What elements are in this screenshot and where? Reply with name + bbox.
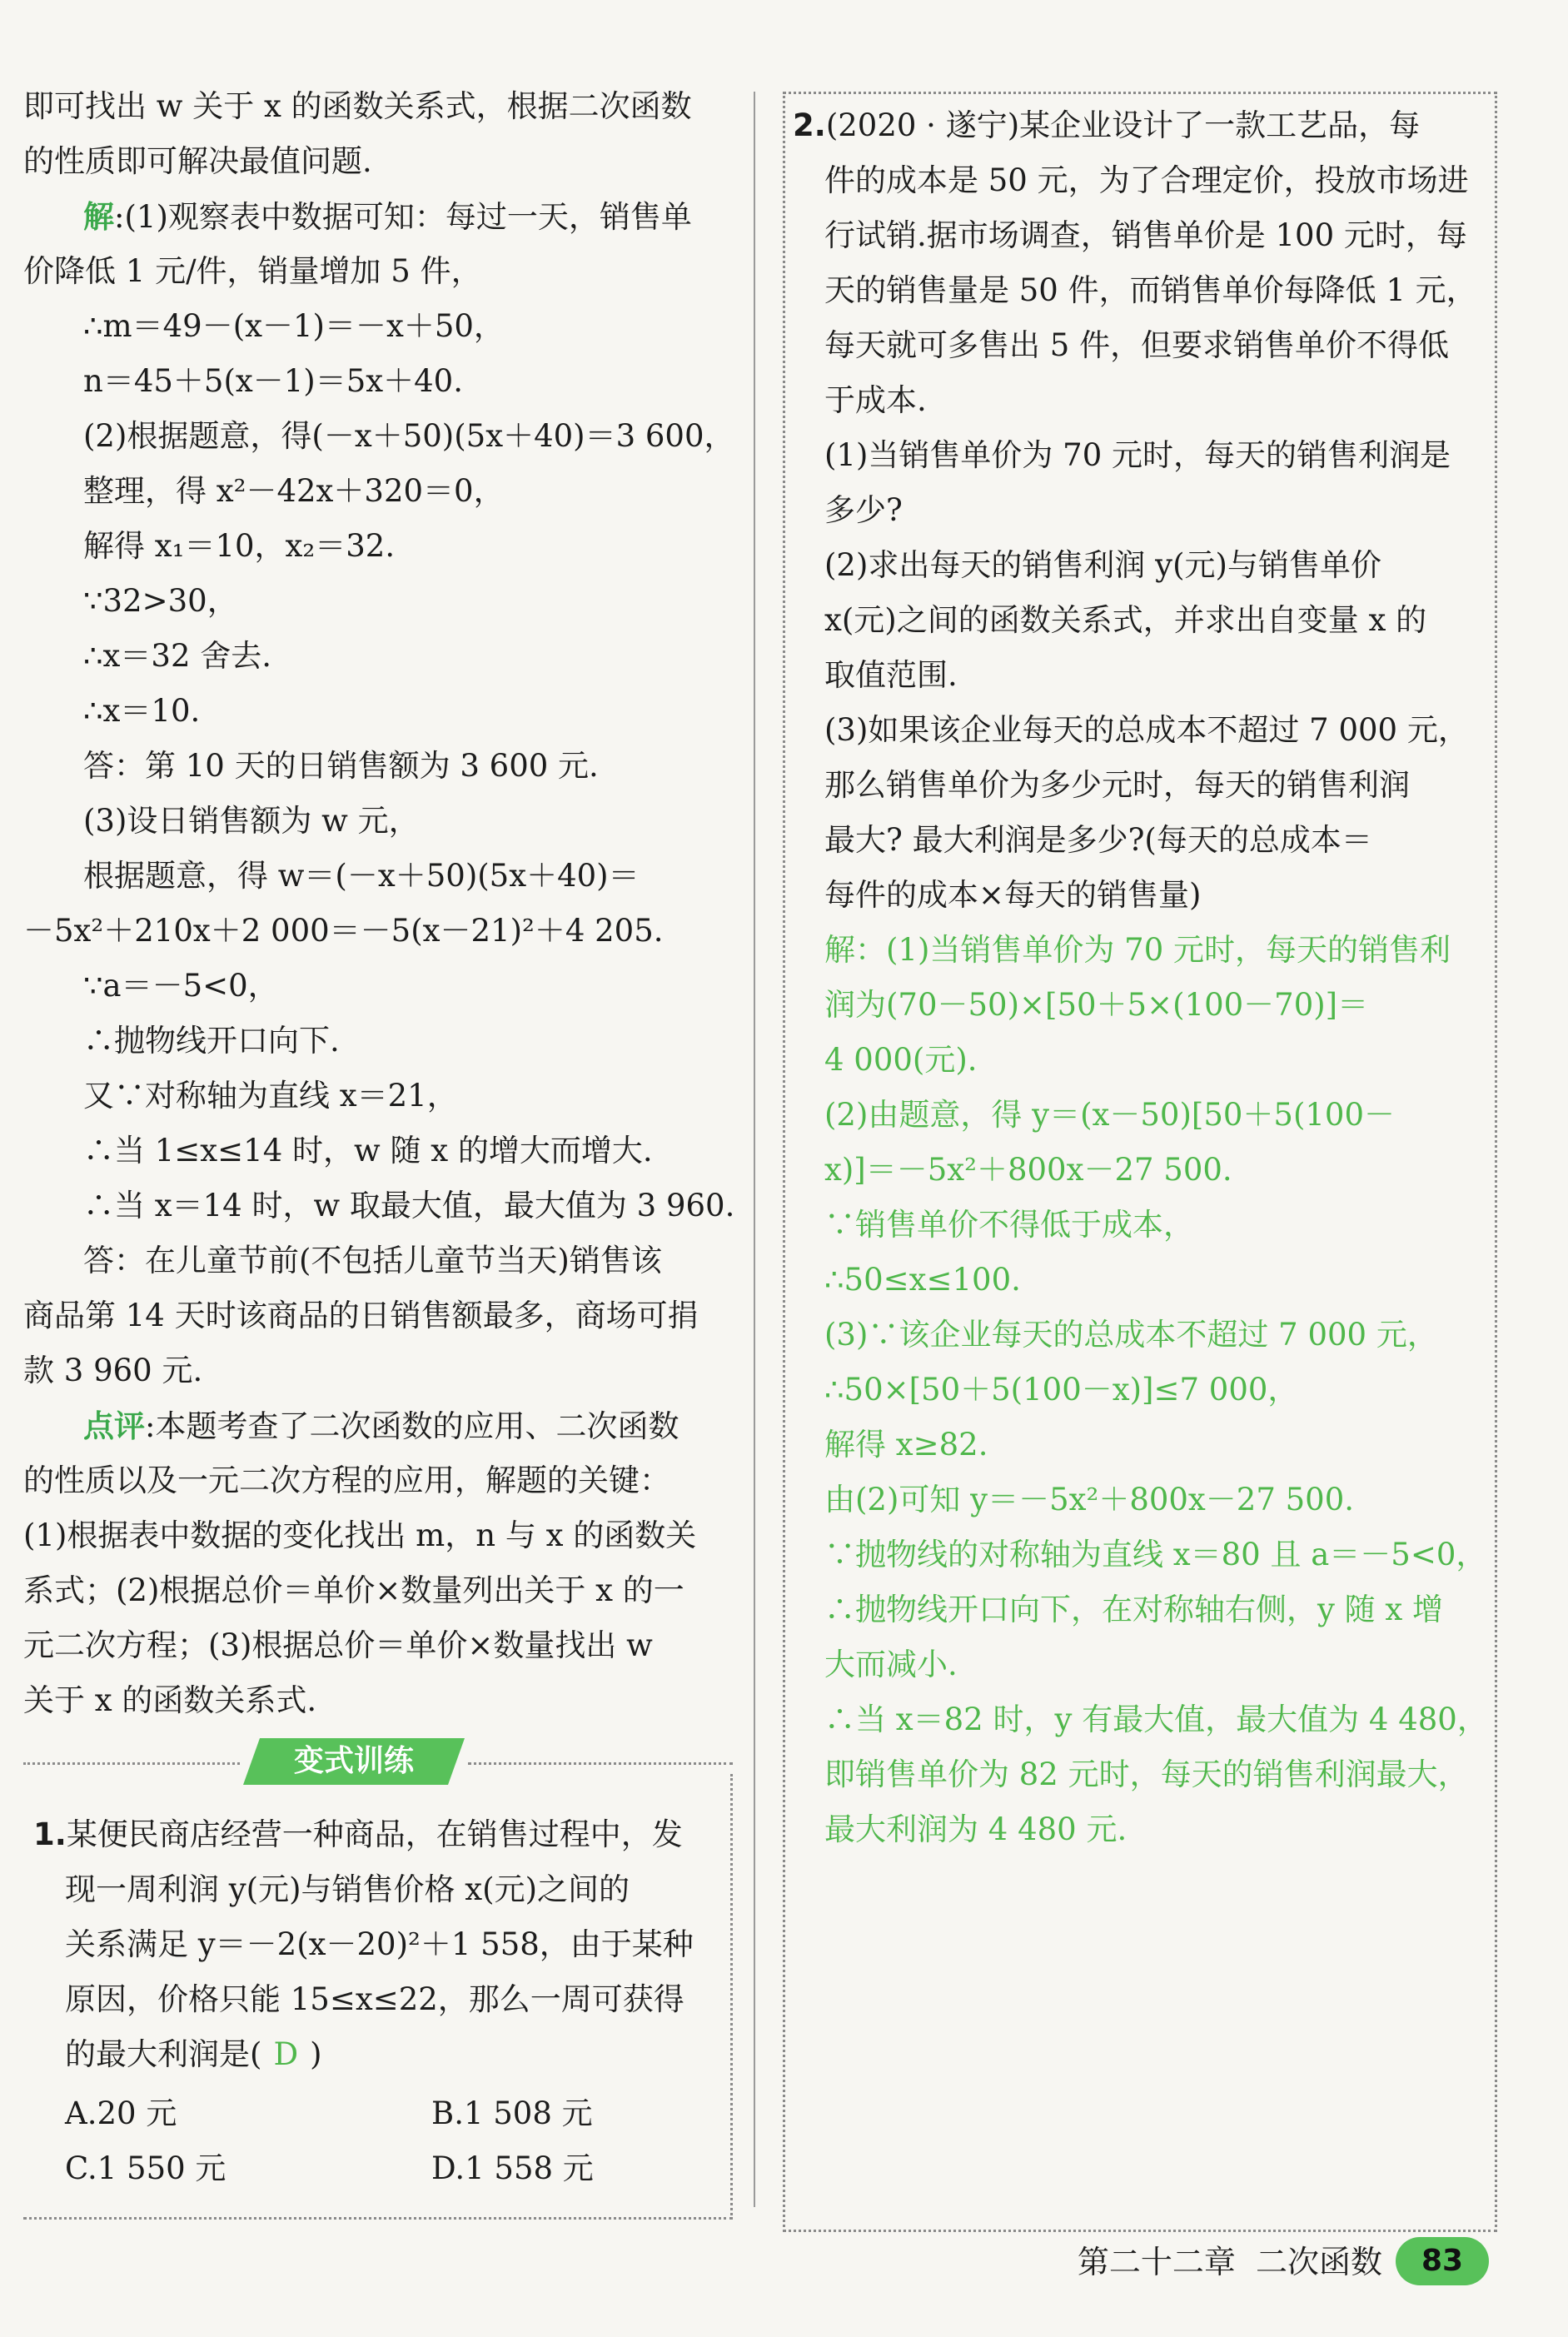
- page-number: 83: [1396, 2237, 1489, 2285]
- solution-label: 解: [83, 198, 114, 235]
- answer-line: 解得 x≥82.: [824, 1427, 988, 1462]
- chapter-title: 第二十二章 二次函数: [1077, 2244, 1382, 2280]
- answer-line: ∴抛物线开口向下，在对称轴右侧，y 随 x 增: [824, 1592, 1444, 1627]
- option-d: D.1 558 元: [431, 2150, 594, 2186]
- answer-line: ∴50×[50＋5(100－x)]≤7 000，: [824, 1372, 1299, 1408]
- comment-line: 元二次方程；(3)根据总价＝单价×数量找出 w: [23, 1627, 653, 1663]
- solution-line: 商品第 14 天时该商品的日销售额最多，商场可捐: [23, 1298, 699, 1333]
- question-1: [33, 1807, 733, 2082]
- answer-line: ∴50≤x≤100.: [824, 1262, 1021, 1298]
- left-column: [23, 79, 738, 1728]
- answer-line: ∵抛物线的对称轴为直线 x＝80 且 a＝－5<0，: [824, 1537, 1487, 1572]
- solution-line: 答：在儿童节前(不包括儿童节当天)销售该: [83, 1243, 662, 1278]
- answer-line: x)]＝－5x²＋800x－27 500.: [824, 1152, 1232, 1188]
- solution-line: 又∵对称轴为直线 x＝21，: [83, 1078, 458, 1114]
- solution-heading: [23, 189, 738, 244]
- solution-line: ∴m＝49－(x－1)＝－x＋50，: [83, 308, 505, 344]
- solution-line: ∴x＝10.: [83, 693, 201, 729]
- solution-line: (2)根据题意，得(－x＋50)(5x＋40)＝3 600，: [83, 418, 735, 454]
- question-2-first-line: [783, 98, 1497, 153]
- banner-rule-left: [23, 1762, 240, 1765]
- question-2-line: (2)求出每天的销售利润 y(元)与销售单价: [824, 547, 1381, 583]
- question-1-text: 某便民商店经营一种商品，在销售过程中，发: [66, 1816, 683, 1852]
- question-1-number: 1.: [33, 1816, 67, 1852]
- answer-line: 解：(1)当销售单价为 70 元时，每天的销售利: [824, 932, 1451, 968]
- question-1-line: 原因，价格只能 15≤x≤22，那么一周可获得: [65, 1981, 684, 2017]
- question-1-options: [65, 2086, 731, 2196]
- comment-line: (1)根据表中数据的变化找出 m，n 与 x 的函数关: [23, 1517, 697, 1553]
- intro-line: 即可找出 w 关于 x 的函数关系式，根据二次函数: [23, 88, 692, 124]
- comment-label: 点评: [83, 1408, 145, 1444]
- answer-line: 大而减小.: [824, 1647, 958, 1682]
- question-2-line: 行试销.据市场调查，销售单价是 100 元时，每: [824, 217, 1467, 253]
- solution-line: ∵a＝－5<0，: [83, 968, 279, 1004]
- column-divider: [754, 92, 755, 2207]
- comment-line: 关于 x 的函数关系式.: [23, 1682, 317, 1718]
- banner-rule-right: [468, 1762, 733, 1765]
- option-row: [65, 2086, 731, 2141]
- question-1-close: ): [310, 2036, 322, 2072]
- solution-line: 款 3 960 元.: [23, 1353, 203, 1388]
- comment-first-line: :本题考查了二次函数的应用、二次函数: [145, 1408, 679, 1444]
- solution-line: ∴x＝32 舍去.: [83, 638, 272, 674]
- question-2-text: (2020 · 遂宁)某企业设计了一款工艺品，每: [825, 107, 1421, 143]
- question-2-line: 那么销售单价为多少元时，每天的销售利润: [824, 767, 1410, 803]
- question-2-line: 每件的成本×每天的销售量): [824, 877, 1202, 913]
- solution-first-line: :(1)观察表中数据可知：每过一天，销售单: [114, 199, 692, 235]
- question-2-line: 于成本.: [824, 382, 927, 418]
- comment-line: 系式；(2)根据总价＝单价×数量列出关于 x 的一: [23, 1572, 684, 1608]
- question-2-line: x(元)之间的函数关系式，并求出自变量 x 的: [824, 602, 1427, 638]
- question-1-last-line: [33, 2027, 733, 2082]
- answer-line: 润为(70－50)×[50＋5×(100－70)]＝: [824, 987, 1369, 1023]
- right-column: [783, 98, 1497, 1857]
- question-2-line: 天的销售量是 50 件，而销售单价每降低 1 元，: [824, 272, 1477, 308]
- answer-line: ∴当 x＝82 时，y 有最大值，最大值为 4 480，: [824, 1702, 1488, 1737]
- solution-line: 价降低 1 元/件，销量增加 5 件，: [23, 253, 482, 289]
- question-1-first-line: [33, 1807, 733, 1862]
- practice-banner-label: 变式训练: [293, 1744, 414, 1778]
- answer-line: 即销售单价为 82 元时，每天的销售利润最大，: [824, 1756, 1469, 1792]
- question-2-line: 取值范围.: [824, 657, 958, 693]
- answer-line: 由(2)可知 y＝－5x²＋800x－27 500.: [824, 1482, 1355, 1517]
- solution-line: n＝45＋5(x－1)＝5x＋40.: [83, 363, 463, 399]
- question-2-line: 多少?: [824, 492, 903, 528]
- question-2-number: 2.: [793, 107, 826, 143]
- answer-line: 4 000(元).: [824, 1042, 978, 1078]
- question-1-line: 关系满足 y＝－2(x－20)²＋1 558，由于某种: [65, 1926, 694, 1962]
- option-b: B.1 508 元: [431, 2095, 593, 2131]
- solution-line: 根据题意，得 w＝(－x＋50)(5x＋40)＝: [83, 858, 640, 894]
- answer-line: (2)由题意，得 y＝(x－50)[50＋5(100－: [824, 1097, 1396, 1133]
- answer-line: ∵销售单价不得低于成本，: [824, 1207, 1194, 1243]
- question-1-line: 现一周利润 y(元)与销售价格 x(元)之间的: [65, 1871, 630, 1907]
- option-row: [65, 2141, 731, 2196]
- solution-line: －5x²＋210x＋2 000＝－5(x－21)²＋4 205.: [23, 913, 664, 949]
- question-2-line: 每天就可多售出 5 件，但要求销售单价不得低: [824, 327, 1450, 363]
- answer-line: (3)∵该企业每天的总成本不超过 7 000 元，: [824, 1317, 1438, 1353]
- solution-line: ∴当 1≤x≤14 时，w 随 x 的增大而增大.: [83, 1133, 653, 1168]
- comment-heading: [23, 1398, 738, 1453]
- solution-line: ∴抛物线开口向下.: [83, 1023, 340, 1059]
- option-a: A.20 元: [65, 2095, 177, 2131]
- solution-line: (3)设日销售额为 w 元，: [83, 803, 420, 839]
- answer-line: 最大利润为 4 480 元.: [824, 1811, 1127, 1847]
- option-c: C.1 550 元: [65, 2150, 226, 2186]
- answer-choice: D: [273, 2036, 299, 2072]
- page-footer: [1033, 2232, 1532, 2290]
- question-2-line: 最大? 最大利润是多少?(每天的总成本＝: [824, 822, 1372, 858]
- question-2-line: (1)当销售单价为 70 元时，每天的销售利润是: [824, 437, 1451, 473]
- intro-line: 的性质即可解决最值问题.: [23, 143, 372, 179]
- question-2-line: 件的成本是 50 元，为了合理定价，投放市场进: [824, 162, 1469, 198]
- comment-line: 的性质以及一元二次方程的应用，解题的关键：: [23, 1462, 670, 1498]
- solution-line: 解得 x₁＝10，x₂＝32.: [83, 528, 396, 564]
- solution-line: 整理，得 x²－42x＋320＝0，: [83, 473, 505, 509]
- solution-line: ∵32>30，: [83, 583, 238, 619]
- question-2-line: (3)如果该企业每天的总成本不超过 7 000 元，: [824, 712, 1469, 748]
- question-1-prompt: 的最大利润是(: [65, 2036, 262, 2072]
- solution-line: 答：第 10 天的日销售额为 3 600 元.: [83, 748, 599, 784]
- solution-line: ∴当 x＝14 时，w 取最大值，最大值为 3 960.: [83, 1188, 735, 1223]
